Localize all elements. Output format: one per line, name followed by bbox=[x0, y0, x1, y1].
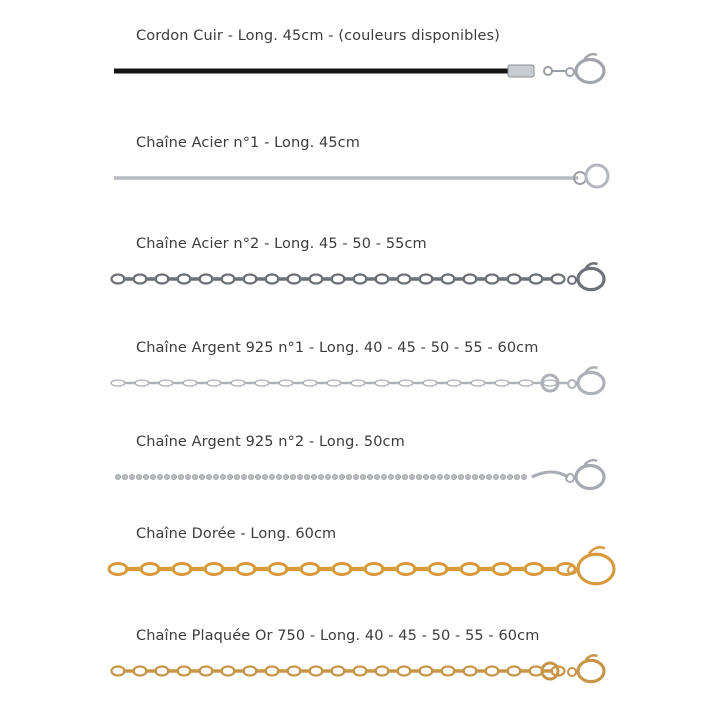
product-label: Chaîne Dorée - Long. 60cm bbox=[136, 526, 337, 542]
product-label: Cordon Cuir - Long. 45cm - (couleurs disponibles) bbox=[136, 28, 500, 44]
chain-image-cordon-cuir bbox=[108, 54, 616, 104]
product-label: Chaîne Plaquée Or 750 - Long. 40 - 45 - 50 - 55 - 60cm bbox=[136, 628, 540, 644]
product-label: Chaîne Acier n°1 - Long. 45cm bbox=[136, 135, 360, 151]
product-label: Chaîne Argent 925 n°2 - Long. 50cm bbox=[136, 434, 405, 450]
product-label: Chaîne Acier n°2 - Long. 45 - 50 - 55cm bbox=[136, 236, 427, 252]
chain-image-acier-2 bbox=[108, 262, 616, 312]
chain-image-doree bbox=[108, 552, 616, 602]
chain-image-argent-2 bbox=[108, 460, 616, 510]
chain-image-argent-1 bbox=[108, 366, 616, 416]
chain-image-plaquee-or bbox=[108, 654, 616, 704]
product-label: Chaîne Argent 925 n°1 - Long. 40 - 45 - 50 - 55 - 60cm bbox=[136, 340, 539, 356]
chain-image-acier-1 bbox=[108, 161, 616, 211]
